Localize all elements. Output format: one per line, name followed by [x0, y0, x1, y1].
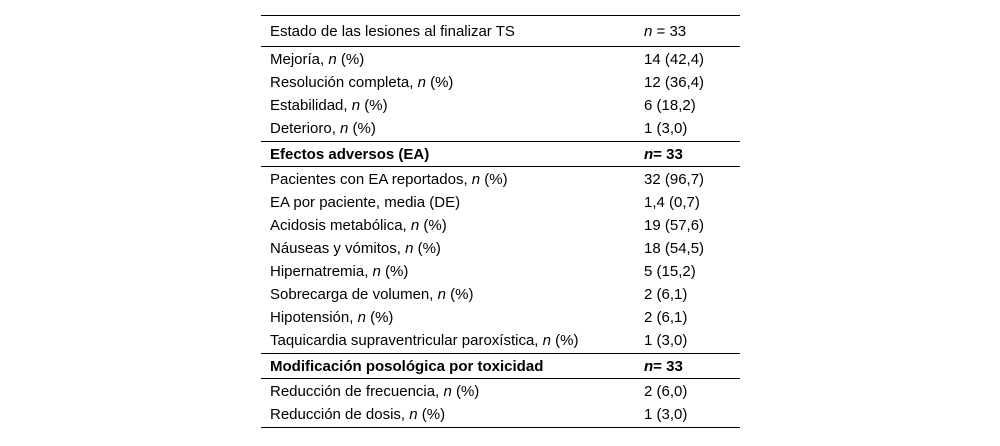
- table-row: Mejoría, n (%) 14 (42,4): [270, 51, 705, 68]
- header-label: Estado de las lesiones al finalizar TS: [270, 22, 515, 40]
- results-table: [261, 15, 740, 428]
- section-label: Efectos adversos (EA): [270, 145, 430, 163]
- table-row: Reducción de dosis, n (%) 1 (3,0): [270, 406, 688, 423]
- table-row: Reducción de frecuencia, n (%) 2 (6,0): [270, 383, 688, 400]
- header-n: n = 33: [644, 22, 687, 40]
- table-row: EA por paciente, media (DE) 1,4 (0,7): [270, 194, 700, 211]
- table-header-row: [261, 16, 740, 46]
- table-row: Náuseas y vómitos, n (%) 18 (54,5): [270, 240, 705, 257]
- table-row: Hipernatremia, n (%) 5 (15,2): [270, 263, 696, 280]
- section-n: n= 33: [644, 145, 683, 163]
- bottom-rule: [261, 427, 740, 428]
- table-row: Acidosis metabólica, n (%) 19 (57,6): [270, 217, 705, 234]
- table-row: Taquicardia supraventricular paroxística, n (%) 1 (3,0): [270, 332, 688, 349]
- table-row: Hipotensión, n (%) 2 (6,1): [270, 309, 688, 326]
- table-row: Resolución completa, n (%) 12 (36,4): [270, 74, 705, 91]
- section-header-row: [261, 142, 740, 166]
- table-row: Pacientes con EA reportados, n (%) 32 (96,7): [270, 171, 705, 188]
- section-label: Modificación posológica por toxicidad: [270, 357, 544, 375]
- table-row: Deterioro, n (%) 1 (3,0): [270, 120, 688, 137]
- section-n: n= 33: [644, 357, 683, 375]
- section-header-row: [261, 354, 740, 378]
- table-row: Estabilidad, n (%) 6 (18,2): [270, 97, 696, 114]
- table-row: Sobrecarga de volumen, n (%) 2 (6,1): [270, 286, 688, 303]
